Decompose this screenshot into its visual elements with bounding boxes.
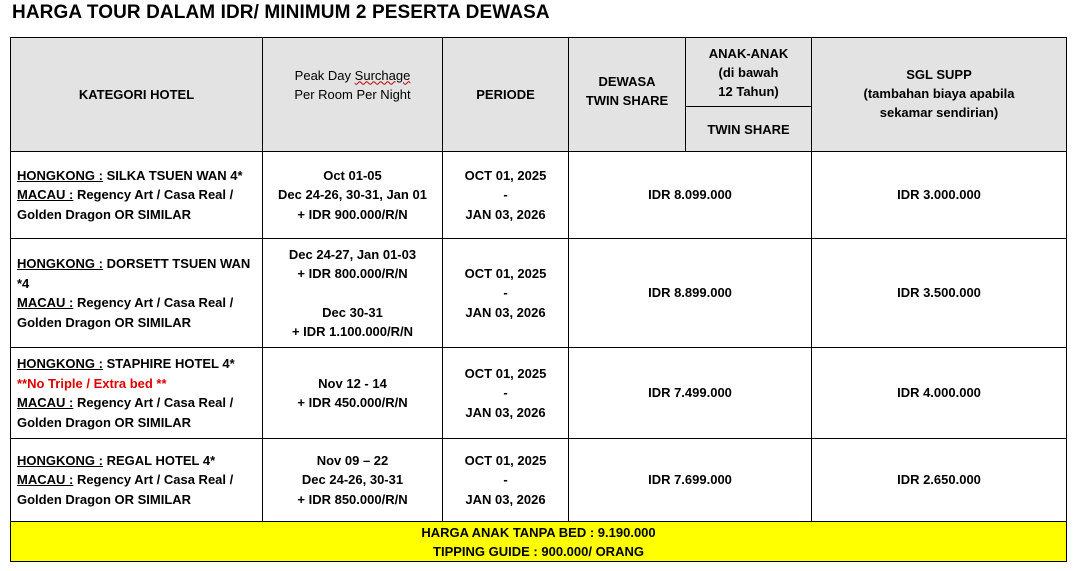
hongkong-hotel-line2: *4 (17, 275, 30, 291)
table-row (11, 439, 1067, 522)
macau-hotel: Regency Art / Casa Real / (73, 187, 234, 203)
sgl-cell (812, 439, 1067, 522)
sgl-supp-price: IDR 4.000.000 (897, 385, 981, 401)
period-end: JAN 03, 2026 (465, 206, 546, 222)
price-cell (569, 348, 812, 439)
period-end: JAN 03, 2026 (465, 304, 546, 320)
macau-hotel-line2: Golden Dragon OR SIMILAR (17, 491, 192, 507)
header-sgl-line1: SGL SUPP (906, 67, 972, 82)
twin-share-price: IDR 8.099.000 (648, 187, 732, 203)
period-separator: - (503, 472, 508, 488)
sgl-supp-price: IDR 3.500.000 (897, 285, 981, 301)
sgl-supp-price: IDR 2.650.000 (897, 472, 981, 488)
hongkong-hotel: DORSETT TSUEN WAN (102, 256, 251, 271)
header-anak-sub (686, 107, 812, 152)
surcharge-line: + IDR 900.000/R/N (297, 206, 408, 222)
sgl-cell (812, 239, 1067, 348)
header-kategori (11, 38, 263, 152)
period-start: OCT 01, 2025 (464, 365, 547, 381)
surcharge-line: Nov 12 - 14 (318, 375, 387, 391)
header-anak-line2: (di bawah (718, 64, 779, 80)
footer-cell (11, 522, 1067, 562)
hongkong-label: HONGKONG : (17, 256, 103, 271)
child-no-bed-price: HARGA ANAK TANPA BED : 9.190.000 (421, 524, 656, 540)
surcharge-line: + IDR 800.000/R/N (297, 266, 408, 281)
macau-hotel: Regency Art / Casa Real / (73, 472, 234, 488)
hongkong-hotel: STAPHIRE HOTEL 4* (102, 356, 235, 371)
hotel-cell (11, 152, 263, 239)
header-dewasa-line1: DEWASA (598, 73, 656, 89)
period-separator: - (503, 187, 508, 203)
macau-label: MACAU : (17, 187, 74, 203)
header-anak (686, 38, 812, 107)
period-end: JAN 03, 2026 (465, 404, 546, 420)
surcharge-cell (263, 152, 443, 239)
surcharge-line: Dec 30-31 (322, 304, 383, 320)
footer-row (11, 522, 1067, 562)
surcharge-line: + IDR 850.000/R/N (297, 491, 408, 507)
hongkong-label: HONGKONG : (17, 452, 103, 468)
macau-label: MACAU : (17, 472, 74, 488)
twin-share-price: IDR 8.899.000 (648, 285, 732, 301)
hotel-cell (11, 239, 263, 348)
table-row (11, 348, 1067, 439)
surcharge-line: Dec 24-26, 30-31 (301, 472, 404, 488)
surcharge-line: + IDR 1.100.000/R/N (291, 324, 414, 339)
hongkong-label: HONGKONG : (17, 356, 103, 371)
twin-share-price: IDR 7.499.000 (648, 385, 732, 401)
surcharge-line: Dec 24-27, Jan 01-03 (288, 246, 417, 262)
period-cell (443, 239, 569, 348)
macau-hotel-line2: Golden Dragon OR SIMILAR (17, 314, 192, 330)
surcharge-line: Dec 24-26, 30-31, Jan 01 (278, 187, 427, 203)
macau-hotel-line2: Golden Dragon OR SIMILAR (17, 206, 192, 222)
period-start: OCT 01, 2025 (464, 167, 547, 183)
surcharge-cell (263, 348, 443, 439)
header-dewasa (569, 38, 686, 152)
header-row (11, 38, 1067, 107)
page-title: HARGA TOUR DALAM IDR/ MINIMUM 2 PESERTA DEWASA (12, 2, 550, 23)
period-end: JAN 03, 2026 (465, 491, 546, 507)
header-anak-sub-label: TWIN SHARE (707, 121, 790, 137)
hotel-cell (11, 439, 263, 522)
price-table (10, 37, 1067, 562)
period-cell (443, 152, 569, 239)
macau-hotel: Regency Art / Casa Real / (73, 295, 234, 310)
period-start: OCT 01, 2025 (464, 265, 547, 281)
macau-hotel: Regency Art / Casa Real / (73, 395, 234, 410)
header-kategori-label: KATEGORI HOTEL (78, 87, 195, 102)
surcharge-line: Nov 09 – 22 (316, 452, 389, 468)
price-cell (569, 239, 812, 348)
surcharge-cell (263, 239, 443, 348)
table-row (11, 152, 1067, 239)
header-dewasa-line2: TWIN SHARE (585, 92, 669, 108)
sgl-cell (812, 348, 1067, 439)
header-peak-word2: Surchage (354, 67, 411, 83)
surcharge-cell (263, 439, 443, 522)
macau-label: MACAU : (17, 395, 74, 410)
header-peak-word1: Peak Day (294, 67, 352, 83)
hongkong-label: HONGKONG : (17, 167, 103, 183)
table-row (11, 239, 1067, 348)
sgl-cell (812, 152, 1067, 239)
header-peak (263, 38, 443, 152)
period-separator: - (503, 285, 508, 301)
tipping-guide: TIPPING GUIDE : 900.000/ ORANG (433, 543, 644, 559)
header-sgl (812, 38, 1067, 152)
period-start: OCT 01, 2025 (464, 452, 547, 468)
header-periode-label: PERIODE (476, 87, 535, 102)
no-triple-warning: **No Triple / Extra bed ** (17, 375, 167, 391)
hongkong-hotel: REGAL HOTEL 4* (102, 452, 216, 468)
macau-hotel-line2: Golden Dragon OR SIMILAR (17, 414, 192, 430)
twin-share-price: IDR 7.699.000 (648, 472, 732, 488)
macau-label: MACAU : (17, 295, 74, 310)
period-cell (443, 348, 569, 439)
surcharge-line: + IDR 450.000/R/N (297, 395, 408, 410)
header-periode (443, 38, 569, 152)
price-cell (569, 152, 812, 239)
hotel-cell (11, 348, 263, 439)
period-cell (443, 439, 569, 522)
header-anak-line1: ANAK-ANAK (708, 45, 789, 61)
header-sgl-line2: (tambahan biaya apabila (863, 86, 1015, 101)
header-peak-line2: Per Room Per Night (294, 86, 411, 102)
surcharge-line: Oct 01-05 (323, 167, 382, 183)
header-sgl-line3: sekamar sendirian) (879, 105, 999, 120)
price-cell (569, 439, 812, 522)
period-separator: - (503, 385, 508, 401)
sgl-supp-price: IDR 3.000.000 (897, 187, 981, 203)
hongkong-hotel: SILKA TSUEN WAN 4* (102, 167, 243, 183)
header-anak-line3: 12 Tahun) (718, 83, 779, 99)
